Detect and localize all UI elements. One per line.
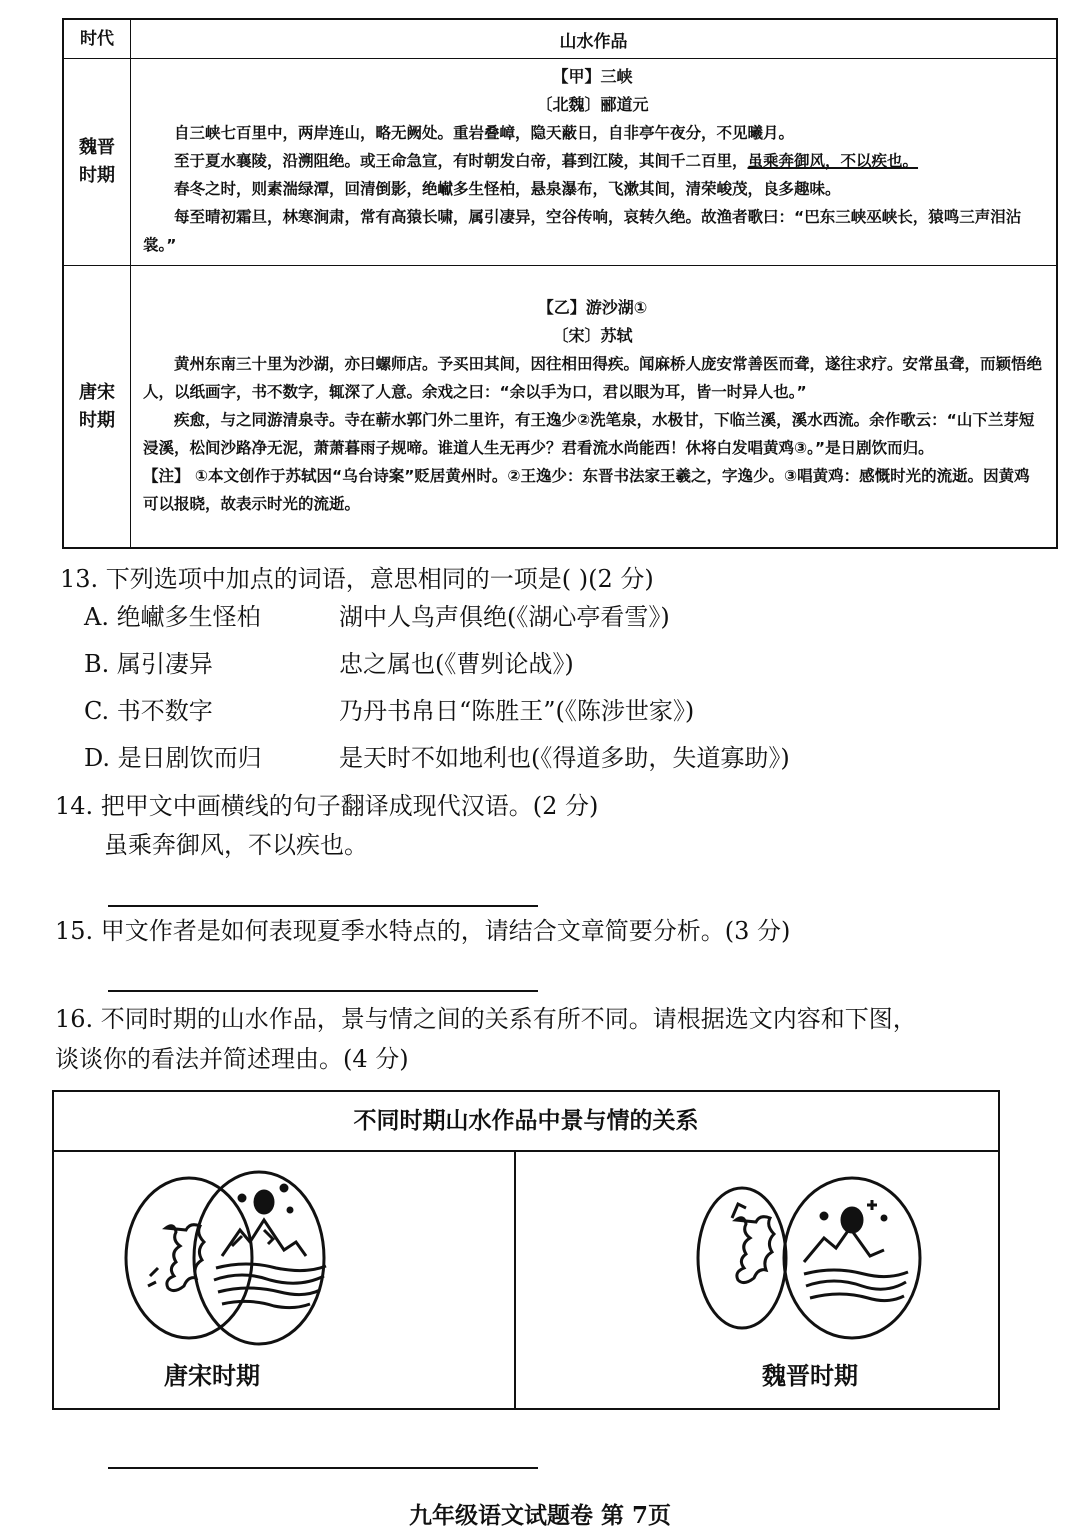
scenery-circle-right [784, 1178, 920, 1338]
era-tangsong [63, 266, 131, 549]
q14-answer-line[interactable] [108, 905, 538, 907]
q13-option-c[interactable] [84, 695, 694, 727]
tangsong-venn-diagram [114, 1158, 374, 1358]
mountain-icon-right [804, 1200, 908, 1301]
person-icon-right [732, 1204, 774, 1283]
q13-option-d[interactable] [84, 742, 790, 774]
q13-option-a-ref: 湖中人鸟声俱绝(《湖心亭看雪》) [339, 603, 670, 631]
q13-option-b[interactable] [84, 648, 574, 680]
q16-stem-line2: 谈谈你的看法并简述理由。(4 分) [55, 1045, 409, 1073]
q15-stem: 15. 甲文作者是如何表现夏季水特点的，请结合文章简要分析。(3 分) [55, 917, 791, 945]
figure-divider [514, 1150, 516, 1410]
q13-stem: 13. 下列选项中加点的词语，意思相同的一项是( )(2 分) [60, 565, 654, 593]
passage-yi [131, 266, 1058, 549]
header-works: 山水作品 [131, 19, 1058, 59]
era-weijin-text: 魏晋时期 [79, 137, 115, 186]
header-era: 时代 [63, 19, 131, 59]
passage-jia-para-3: 春冬之时，则素湍绿潭，回清倒影，绝𪩘多生怪柏，悬泉瀑布，飞漱其间，清荣峻茂，良多趣味。 [174, 180, 841, 198]
q13-option-a-label: A. 绝𪩘多生怪柏 [84, 603, 261, 631]
passage-jia-author: 〔北魏〕郦道元 [536, 95, 649, 114]
q13-option-d-label: D. 是日剧饮而归 [84, 744, 262, 772]
figure-title: 不同时期山水作品中景与情的关系 [54, 1092, 998, 1152]
underlined-sentence: 虽乘奔御风，不以疾也。 [747, 152, 919, 170]
q15-answer-line[interactable] [108, 990, 538, 992]
passage-jia-title: 【甲】三峡 [552, 67, 633, 86]
table-row-tangsong [63, 266, 1057, 549]
emotion-circle [126, 1178, 252, 1338]
passage-jia-para-1: 自三峡七百里中，两岸连山，略无阙处。重岩叠嶂，隐天蔽日，自非亭午夜分，不见曦月。 [174, 124, 795, 142]
table-row-weijin [63, 59, 1057, 266]
relation-figure [52, 1090, 1000, 1410]
weijin-separate-diagram [692, 1158, 932, 1358]
q13-option-b-label: B. 属引凄异 [84, 650, 213, 678]
passage-jia-para-2-text: 至于夏水襄陵，沿溯阻绝。或王命急宣，有时朝发白帝，暮到江陵，其间千二百里， [174, 152, 748, 170]
passage-jia-para-4: 每至晴初霜旦，林寒涧肃，常有高猿长啸，属引凄异，空谷传响，哀转久绝。故渔者歌曰：“巴东三峡巫峡长，猿鸣三声泪沾裳。” [143, 208, 1022, 254]
q13-option-d-ref: 是天时不如地利也(《得道多助，失道寡助》) [339, 744, 790, 772]
q14-sentence: 虽乘奔御风，不以疾也。 [104, 831, 368, 859]
label-tangsong: 唐宋时期 [164, 1362, 260, 1390]
passage-table [62, 18, 1058, 549]
passage-yi-author: 〔宋〕苏轼 [552, 325, 633, 345]
passage-jia [131, 59, 1058, 266]
passage-yi-para-2: 疾愈，与之同游清泉寺。寺在蕲水郭门外二里许，有王逸少②洗笔泉，水极甘，下临兰溪，溪水西流。余作歌云：“山下兰芽短浸溪，松间沙路净无泥，萧萧暮雨子规啼。谁道人生无再少？君看流水尚能西！休将白发唱黄鸡③。”是日剧饮而归。 [143, 410, 1035, 457]
passage-yi-note: 【注】 ①本文创作于苏轼因“乌台诗案”贬居黄州时。②王逸少：东晋书法家王羲之，字逸少。③唱黄鸡：感慨时光的流逝。因黄鸡可以报晓，故表示时光的流逝。 [143, 466, 1030, 513]
passage-jia-para-2 [143, 147, 1042, 175]
era-tangsong-text: 唐宋时期 [79, 381, 115, 431]
era-weijin [63, 59, 131, 266]
q13-option-c-label: C. 书不数字 [84, 697, 213, 725]
passage-yi-title: 【乙】游沙湖① [537, 297, 648, 317]
q13-option-c-ref: 乃丹书帛日“陈胜王”(《陈涉世家》) [339, 697, 695, 725]
q13-option-b-ref: 忠之属也(《曹刿论战》) [339, 650, 574, 678]
q16-answer-line[interactable] [108, 1467, 538, 1469]
q16-stem-line1: 16. 不同时期的山水作品，景与情之间的关系有所不同。请根据选文内容和下图， [55, 1005, 917, 1033]
label-weijin: 魏晋时期 [762, 1362, 858, 1390]
passage-yi-para-1: 黄州东南三十里为沙湖，亦曰螺师店。予买田其间，因往相田得疾。闻麻桥人庞安常善医而聋，遂往求疗。安常虽聋，而颖悟绝人，以纸画字，书不数字，辄深了人意。余戏之曰：“余以手为口，君以眼为耳，皆一时异人也。” [143, 354, 1043, 401]
table-header-row [63, 19, 1057, 59]
page-footer: 九年级语文试题卷 第 7页 [408, 1502, 672, 1529]
q13-option-a[interactable] [84, 601, 670, 633]
q14-stem: 14. 把甲文中画横线的句子翻译成现代汉语。(2 分) [55, 792, 599, 820]
